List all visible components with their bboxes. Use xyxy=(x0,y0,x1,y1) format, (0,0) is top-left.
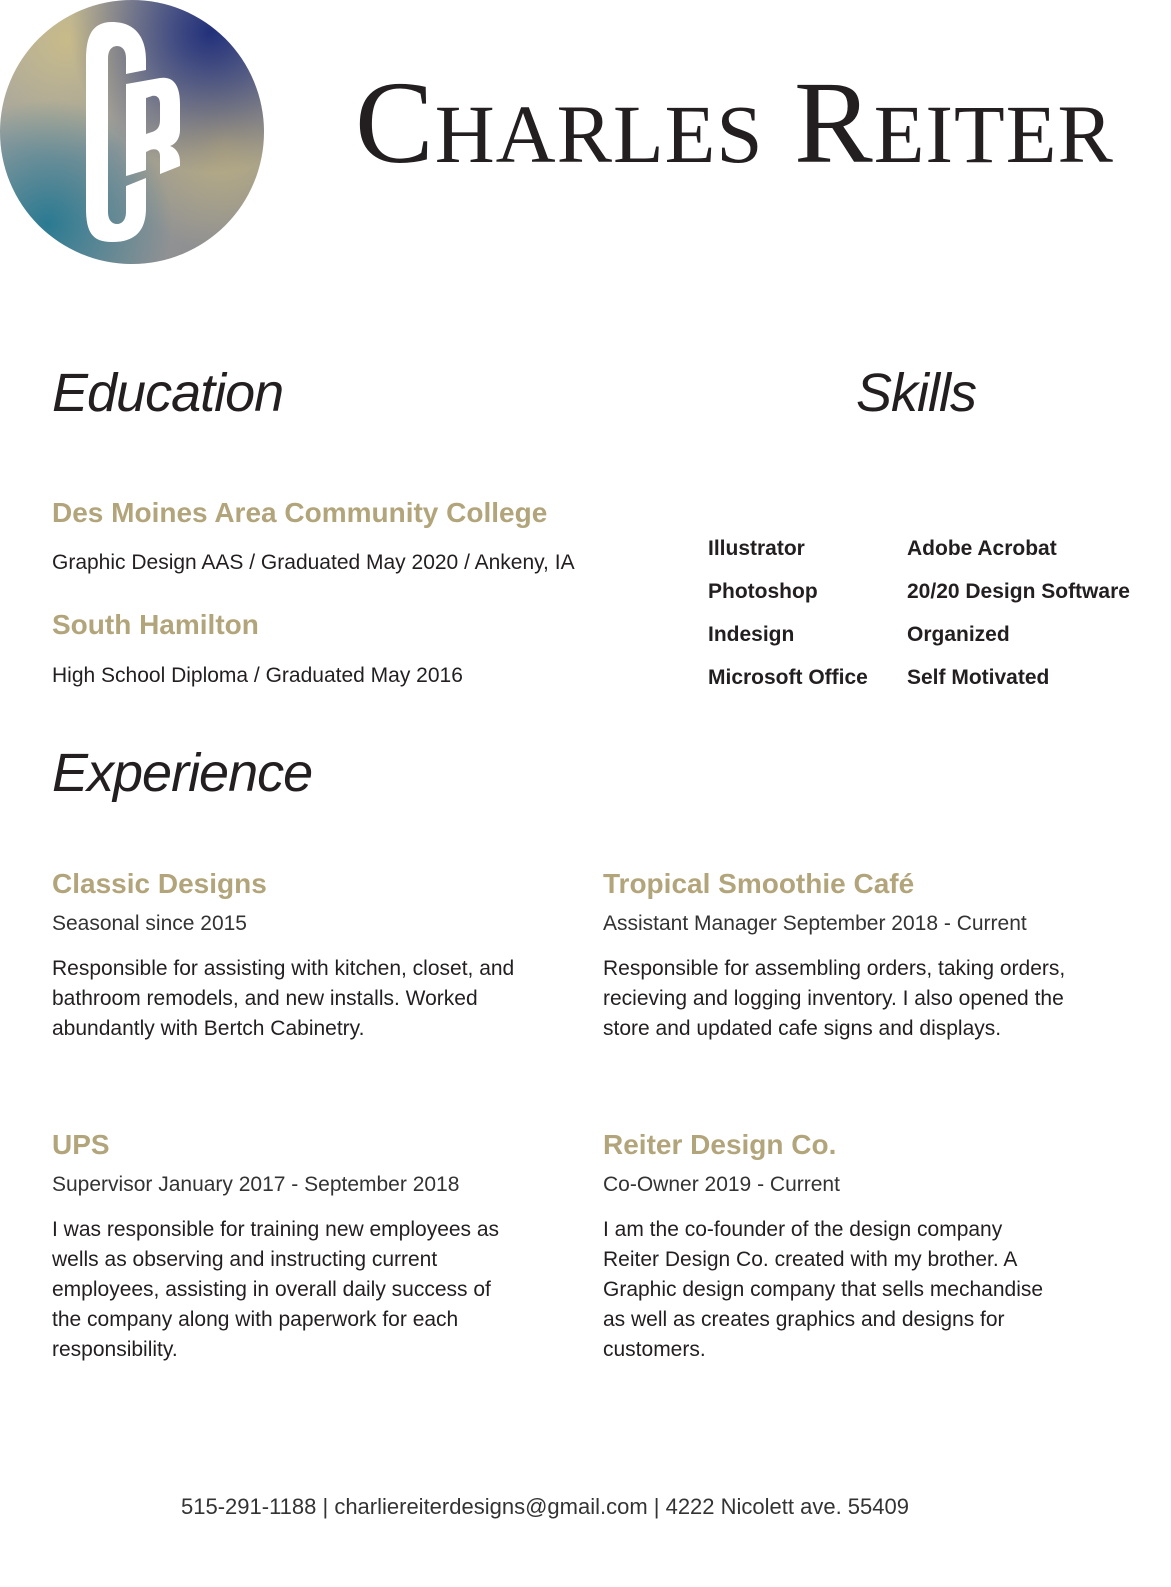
skills-heading: Skills xyxy=(856,363,977,423)
skill-item: Indesign xyxy=(708,623,795,646)
job-role: Assistant Manager September 2018 - Current xyxy=(603,912,1027,935)
description-line: as well as creates graphics and designs for xyxy=(603,1308,1005,1331)
skill-item: Organized xyxy=(907,623,1010,646)
description-line: I am the co-founder of the design company xyxy=(603,1218,1003,1241)
job-description xyxy=(52,954,514,1044)
contact-footer: 515-291-1188 | charliereiterdesigns@gmail.com | 4222 Nicolett ave. 55409 xyxy=(181,1494,909,1519)
experience-heading: Experience xyxy=(52,743,313,803)
school-name: South Hamilton xyxy=(52,609,259,640)
description-line: Graphic design company that sells mechandise xyxy=(603,1278,1044,1301)
job-company: Reiter Design Co. xyxy=(603,1129,837,1160)
description-line: employees, assisting in overall daily success of xyxy=(52,1278,491,1301)
description-line: Responsible for assisting with kitchen, closet, and xyxy=(52,957,515,980)
job-description xyxy=(603,954,1065,1044)
description-line: bathroom remodels, and new installs. Worked xyxy=(52,987,478,1010)
candidate-name: Charles Reiter xyxy=(355,57,1114,188)
job-role: Seasonal since 2015 xyxy=(52,912,247,935)
description-line: abundantly with Bertch Cabinetry. xyxy=(52,1017,365,1040)
education-heading: Education xyxy=(52,363,284,423)
job-description xyxy=(52,1215,499,1365)
logo-monogram xyxy=(0,0,264,264)
description-line: store and updated cafe signs and displays. xyxy=(603,1017,1002,1040)
description-line: customers. xyxy=(603,1338,706,1361)
job-company: UPS xyxy=(52,1129,110,1160)
job-description xyxy=(603,1215,1043,1365)
job-role: Supervisor January 2017 - September 2018 xyxy=(52,1173,460,1196)
school-detail: High School Diploma / Graduated May 2016 xyxy=(52,664,463,687)
skill-item: 20/20 Design Software xyxy=(907,580,1130,603)
job-company: Tropical Smoothie Café xyxy=(603,868,915,899)
skill-item: Illustrator xyxy=(708,537,805,560)
skill-item: Photoshop xyxy=(708,580,818,603)
skill-item: Adobe Acrobat xyxy=(907,537,1057,560)
description-line: Responsible for assembling orders, taking orders, xyxy=(603,957,1066,980)
job-company: Classic Designs xyxy=(52,868,267,899)
description-line: the company along with paperwork for each xyxy=(52,1308,459,1331)
description-line: recieving and logging inventory. I also opened the xyxy=(603,987,1064,1010)
logo xyxy=(0,0,264,264)
description-line: wells as observing and instructing current xyxy=(52,1248,438,1271)
description-line: responsibility. xyxy=(52,1338,178,1361)
school-name: Des Moines Area Community College xyxy=(52,497,548,528)
description-line: Reiter Design Co. created with my brother. A xyxy=(603,1248,1018,1271)
skill-item: Self Motivated xyxy=(907,666,1050,689)
description-line: I was responsible for training new employees as xyxy=(52,1218,500,1241)
school-detail: Graphic Design AAS / Graduated May 2020 / Ankeny, IA xyxy=(52,551,575,574)
job-role: Co-Owner 2019 - Current xyxy=(603,1173,840,1196)
logo-letter-r-shape xyxy=(126,78,180,176)
skill-item: Microsoft Office xyxy=(708,666,868,689)
